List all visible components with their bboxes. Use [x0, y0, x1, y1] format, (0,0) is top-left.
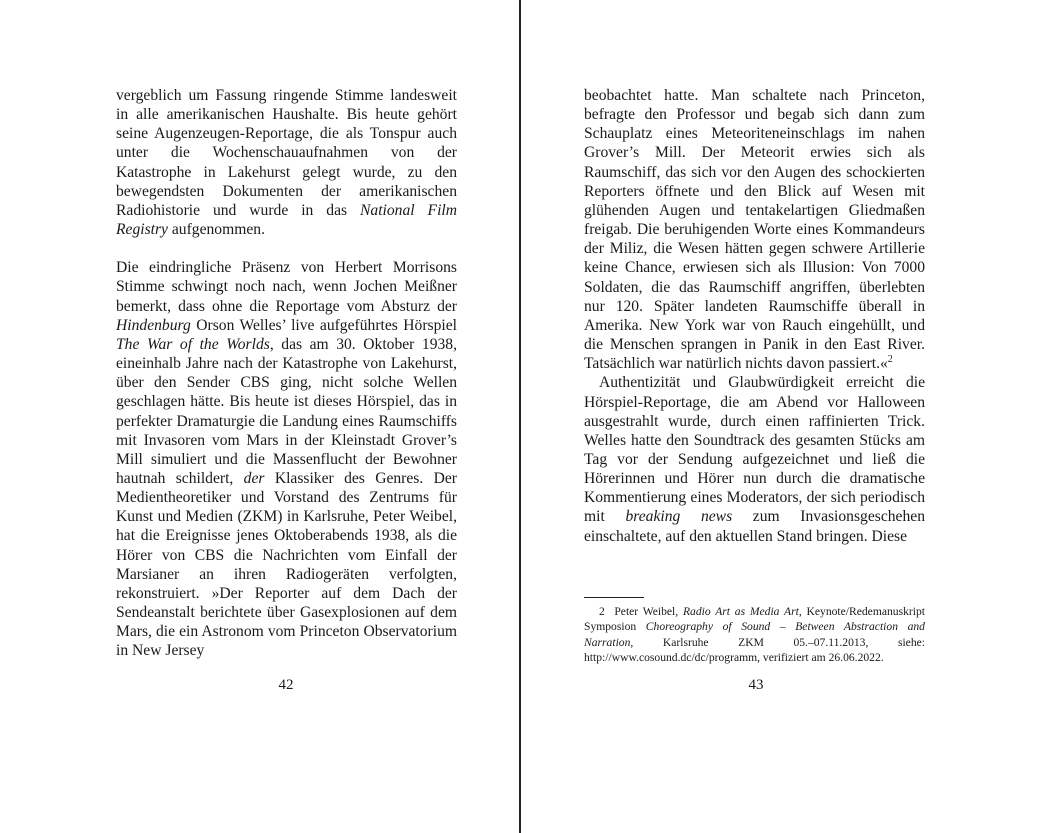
left-paragraph-1: vergeblich um Fassung ringende Stimme landesweit in alle amerikanischen Haushalte. Bis heute gehört seine Augenzeugen-Reportage, die als Tonspur auch unter die Wochenschauaufnahmen von der Katastrophe in Lakehurst gelegt wurde, zu den bewegendsten Dokumenten der amerikanischen Radiohistorie und wurde in das National Film Registry aufgenommen. [116, 87, 457, 239]
footnote-number: 2 [599, 605, 605, 618]
page-number-left: 42 [278, 677, 294, 693]
right-paragraph-1: beobachtet hatte. Man schaltete nach Princeton, befragte den Professor und begab sich dann zum Schauplatz eines Meteoriteneinschlags im nahen Grover’s Mill. Der Meteorit erwies sich als Raumschiff, das sich vor den Augen des schockierten Reporters öffnete und den Blick auf Wesen mit glühenden Augen und tentakelartigen Gliedmaßen freigab. Die beruhigenden Worte eines Kommandeurs der Miliz, die Wesen hätten gegen schwere Artillerie keine Chance, erwiesen sich als Illusion: Von 7000 Soldaten, die das Raumschiff angriffen, überlebten nur 120. Später landeten Raumschiffe überall in Amerika. New York war von Rauch eingehüllt, und die Menschen sprangen in Panik in den East River. Tatsächlich war natürlich nichts davon passiert.«$^2$ [584, 87, 925, 373]
footnote-text: 2 Peter Weibel, Radio Art as Media Art, Keynote/Redemanuskript Symposion Choreography of Sound – Between Abstraction and Narration, Karlsruhe ZKM 05.–07.11.2013, siehe: http://www.cosound.dc/dc/programm, verifiziert am 26.06.2022. [584, 605, 925, 665]
left-paragraph-2: Die eindringliche Präsenz von Herbert Morrisons Stimme schwingt noch nach, wenn Jochen Meißner bemerkt, dass ohne die Reportage vom Absturz der Hindenburg Orson Welles’ live aufgeführtes Hörspiel The War of the Worlds, das am 30. Oktober 1938, eineinhalb Jahre nach der Katastrophe von Lakehurst, über den Sender CBS ging, nicht solche Wellen geschlagen hätte. Bis heute ist dieses Hörspiel, das in perfekter Dramaturgie die Landung eines Raumschiffs mit Invasoren vom Mars in der Kleinstadt Grover’s Mill simuliert und die Massenflucht der Bewohner hautnah schildert, der Klassiker des Genres. Der Medientheoretiker und Vorstand des Zentrums für Kunst und Medien (ZKM) in Karlsruhe, Peter Weibel, hat die Ereignisse jenes Oktoberabends 1938, als die Hörer von CBS die Nachrichten vom Einfall der Marsianer an ihren Radiogeräten verfolgten, rekonstruiert. »Der Reporter auf dem Dach der Sendeanstalt berichtete über Gasexplosionen auf dem Mars, die ein Astronom vom Princeton Observatorium in New Jersey [116, 259, 457, 660]
footnote [584, 604, 925, 666]
footnote-separator-rule [584, 597, 644, 598]
book-spine-divider [519, 0, 521, 833]
footnote-reference: 2 [887, 354, 893, 365]
right-page-body [584, 86, 925, 546]
left-page-body [116, 86, 457, 661]
page-number-right: 43 [748, 677, 764, 693]
right-paragraph-2: Authentizität und Glaubwürdigkeit erreicht die Hörspiel-Reportage, die am Abend vor Halloween ausgestrahlt wurde, durch einen raffinierten Trick. Welles hatte den Soundtrack des gesamten Stücks am Tag vor der Sendung aufgezeichnet und ließ die Hörerinnen und Hörer nun durch die dramatische Kommentierung eines Moderators, der sich periodisch mit breaking news zum Invasionsgeschehen einschaltete, auf den aktuellen Stand bringen. Diese [584, 374, 925, 545]
